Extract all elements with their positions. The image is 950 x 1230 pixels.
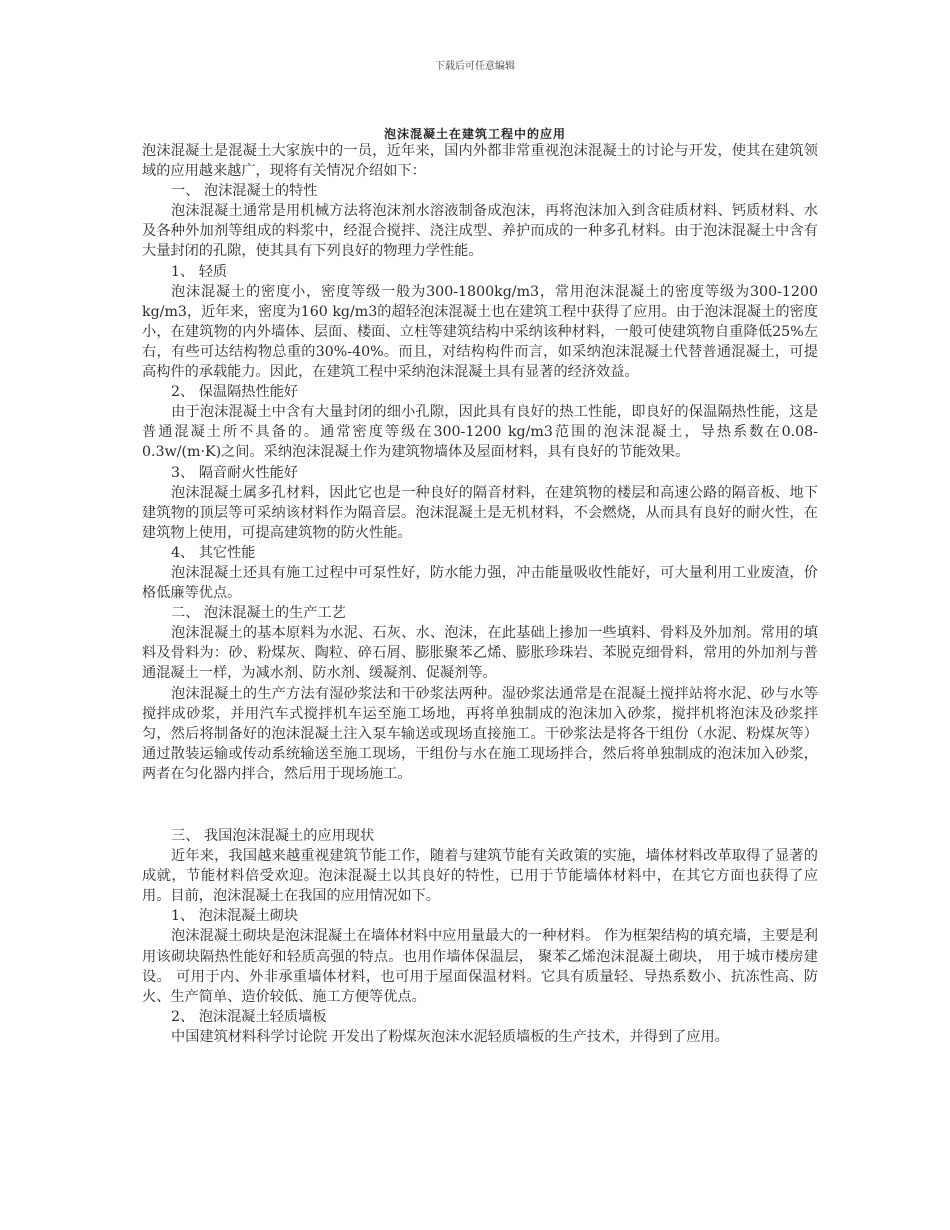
section-heading: 2、 保温隔热性能好	[171, 384, 299, 401]
section-spacer	[142, 784, 818, 826]
document-title: 泡沫混凝土在建筑工程中的应用	[383, 127, 566, 141]
paragraph: 近年来，我国越来越重视建筑节能工作，随着与建筑节能有关政策的实施，墙体材料改革取得了显著的成就，节能材料倍受欢迎。泡沫混凝土以其良好的特性，已用于节能墙体材料中，在其它方面也获得了应用。目前，泡沫混凝土在我国的应用情况如下。	[142, 848, 818, 905]
paragraph: 泡沫混凝土还具有施工过程中可泵性好，防水能力强，冲击能量吸收性能好，可大量利用工业废渣，价格低廉等优点。	[142, 564, 818, 602]
section-heading: 2、 泡沫混凝土轻质墙板	[171, 1008, 327, 1025]
paragraph: 泡沫混凝土通常是用机械方法将泡沫剂水溶液制备成泡沫，再将泡沫加入到含硅质材料、钙质材料、水及各种外加剂等组成的料浆中，经混合搅拌、浇注成型、养护而成的一种多孔材料。由于泡沫混凝土中含有大量封闭的孔隙，使其具有下列良好的物理力学性能。	[142, 203, 818, 260]
paragraph: 泡沫混凝土属多孔材料，因此它也是一种良好的隔音材料，在建筑物的楼层和高速公路的隔音板、地下建筑物的顶层等可采纳该材料作为隔音层。泡沫混凝土是无机材料，不会燃烧，从而具有良好的耐火性，在建筑物上使用，可提高建筑物的防火性能。	[142, 484, 818, 541]
document-body	[142, 141, 818, 1047]
paragraph: 泡沫混凝土是混凝土大家族中的一员，近年来，国内外都非常重视泡沫混凝土的讨论与开发，使其在建筑领域的应用越来越广，现将有关情况介绍如下：	[142, 143, 818, 180]
paragraph: 泡沫混凝土的基本原料为水泥、石灰、水、泡沫，在此基础上掺加一些填料、骨料及外加剂。常用的填料及骨料为：砂、粉煤灰、陶粒、碎石屑、膨胀聚苯乙烯、膨胀珍珠岩、苯脱克细骨料，常用的外加剂与普通混凝土一样，为减水剂、防水剂、缓凝剂、促凝剂等。	[142, 625, 818, 682]
section-heading: 一、 泡沫混凝土的特性	[171, 183, 318, 200]
paragraph: 由于泡沫混凝土中含有大量封闭的细小孔隙，因此具有良好的热工性能，即良好的保温隔热性能，这是普通混凝土所不具备的。通常密度等级在300-1200 kg/m3范围的泡沫混凝土，导热系数在0.08-0.3w/(m·K)之间。采纳泡沫混凝土作为建筑物墙体及屋面材料，具有良好的节能效果。	[142, 404, 818, 461]
page-header: 下载后可任意编辑	[435, 61, 515, 72]
paragraph: 泡沫混凝土的生产方法有湿砂浆法和干砂浆法两种。湿砂浆法通常是在混凝土搅拌站将水泥、砂与水等搅拌成砂浆，并用汽车式搅拌机车运至施工场地，再将单独制成的泡沫加入砂浆，搅拌机将泡沫及砂浆拌匀，然后将制备好的泡沫混凝土注入泵车输送或现场直接施工。干砂浆法是将各干组份（水泥、粉煤灰等）通过散装运输或传动系统输送至施工现场，干组份与水在施工现场拌合，然后将单独制成的泡沫加入砂浆，两者在匀化器内拌合，然后用于现场施工。	[142, 685, 818, 782]
section-heading: 1、 轻质	[171, 263, 228, 280]
paragraph: 中国建筑材料科学讨论院 开发出了粉煤灰泡沫水泥轻质墙板的生产技术，并得到了应用。	[171, 1028, 729, 1045]
section-heading: 二、 泡沫混凝土的生产工艺	[171, 605, 346, 622]
section-heading: 1、 泡沫混凝土砌块	[171, 908, 299, 925]
paragraph: 泡沫混凝土砌块是泡沫混凝土在墙体材料中应用量最大的一种材料。 作为框架结构的填充墙，主要是利用该砌块隔热性能好和轻质高强的特点。也用作墙体保温层， 聚苯乙烯泡沫混凝土砌块， 用于城市楼房建设。 可用于内、外非承重墙体材料，也可用于屋面保温材料。它具有质量轻、导热系数小、抗冻性高、防火、生产简单、造价较低、施工方便等优点。	[142, 928, 818, 1005]
section-heading: 3、 隔音耐火性能好	[171, 464, 299, 481]
section-heading: 三、 我国泡沫混凝土的应用现状	[171, 828, 375, 844]
paragraph: 泡沫混凝土的密度小，密度等级一般为300-1800kg/m3，常用泡沫混凝土的密度等级为300-1200 kg/m3，近年来，密度为160 kg/m3的超轻泡沫混凝土也在建筑工程中获得了应用。由于泡沫混凝土的密度小，在建筑物的内外墙体、层面、楼面、立柱等建筑结构中采纳该种材料，一般可使建筑物自重降低25%左右，有些可达结构物总重的30%-40%。而且，对结构构件而言，如采纳泡沫混凝土代替普通混凝土，可提高构件的承载能力。因此，在建筑工程中采纳泡沫混凝土具有显著的经济效益。	[142, 283, 818, 381]
section-heading: 4、 其它性能	[171, 544, 256, 561]
